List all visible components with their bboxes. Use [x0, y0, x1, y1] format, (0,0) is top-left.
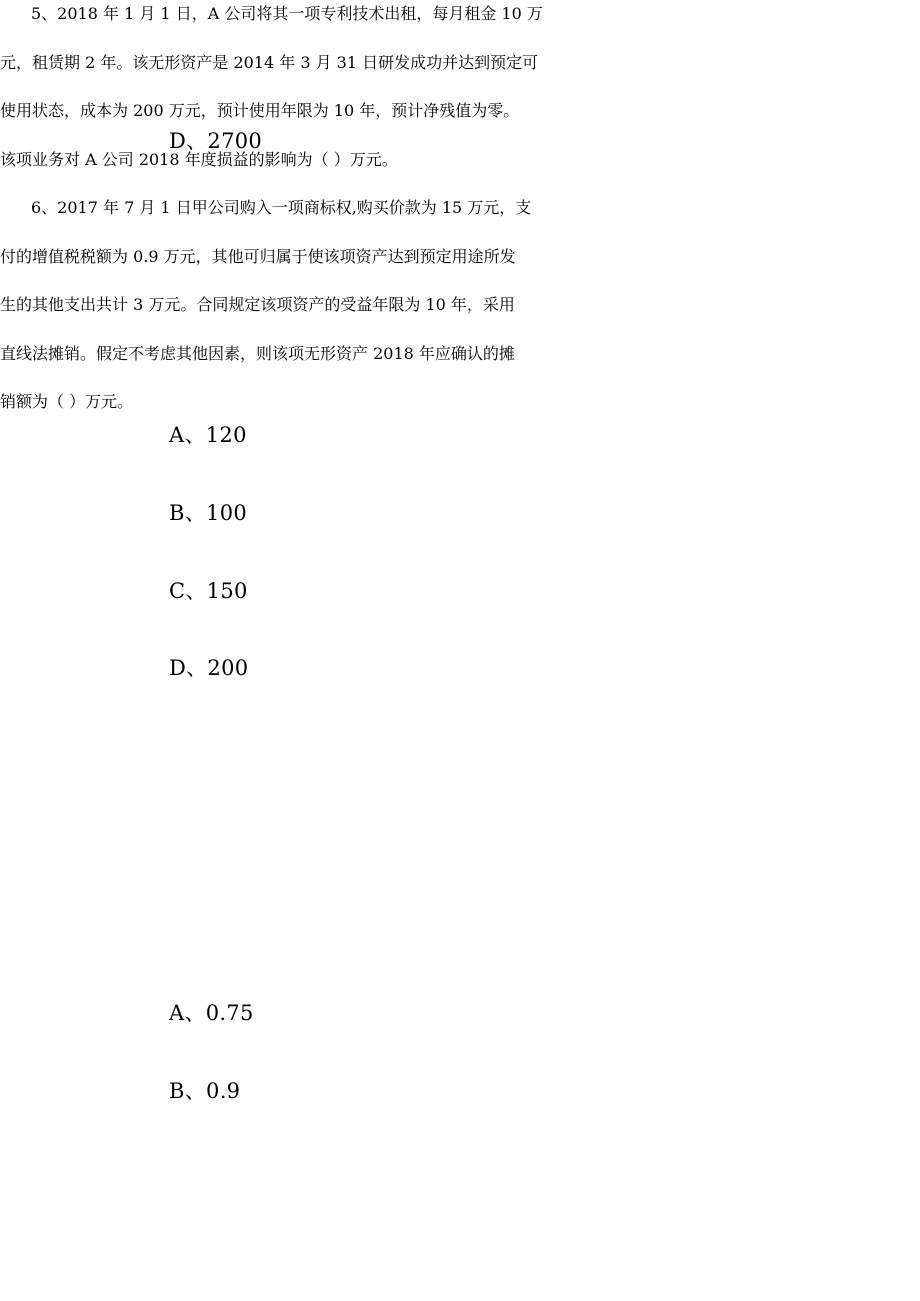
question-5-line-1: 5、2018 年 1 月 1 日，A 公司将其一项专利技术出租，每月租金 10 万 — [31, 4, 543, 23]
question-6-line-1: 6、2017 年 7 月 1 日甲公司购入一项商标权,购买价款为 15 万元，支 — [31, 198, 532, 217]
question-5-option-d: D、200 — [169, 656, 249, 680]
question-6-option-a: A、0.75 — [169, 1001, 254, 1025]
question-5-line-2: 元，租赁期 2 年。该无形资产是 2014 年 3 月 31 日研发成功并达到预定可 — [0, 52, 539, 72]
question-6-line-3: 生的其他支出共计 3 万元。合同规定该项资产的受益年限为 10 年，采用 — [0, 295, 515, 314]
question-6-line-2: 付的增值税税额为 0.9 万元，其他可归属于使该项资产达到预定用途所发 — [0, 246, 516, 266]
question-5-line-4: 该项业务对 A 公司 2018 年度损益的影响为（ ）万元。 — [0, 149, 398, 169]
question-5-line-3: 使用状态，成本为 200 万元，预计使用年限为 10 年，预计净残值为零。 — [0, 101, 520, 120]
question-6-option-b: B、0.9 — [169, 1079, 241, 1103]
question-5-stem — [0, 0, 650, 194]
question-5-option-c: C、150 — [169, 579, 248, 603]
question-6-stem — [0, 194, 650, 437]
question-5-option-b: B、100 — [169, 501, 248, 525]
question-5-option-a: A、120 — [169, 423, 247, 447]
prev-option-d: D、2700 — [169, 129, 263, 153]
question-6-line-5: 销额为（ ）万元。 — [0, 392, 134, 411]
question-6-line-4: 直线法摊销。假定不考虑其他因素，则该项无形资产 2018 年应确认的摊 — [0, 343, 515, 363]
